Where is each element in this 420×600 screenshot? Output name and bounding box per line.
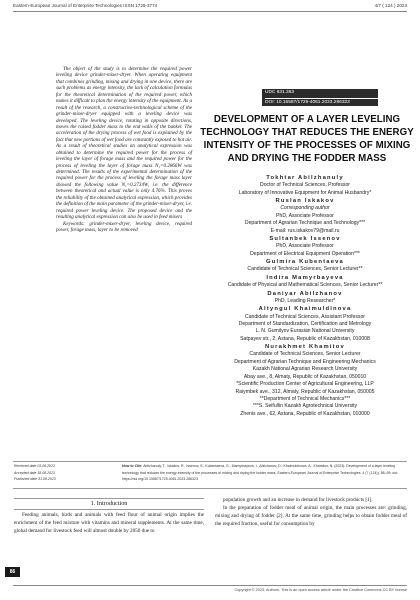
- author-affiliation-line: Department of Agrarian Technique and Technology***: [244, 220, 366, 227]
- info-divider-bottom: [13, 488, 407, 489]
- author-name: Gulmira Kubentaeva: [266, 259, 344, 266]
- author-affiliation-line: Candidate of Technical Sciences, Senior Lecturer**: [247, 266, 363, 273]
- info-divider-top: [13, 461, 407, 462]
- body-paragraph: In the preparation of fodder meal of animal origin, the main processes are: grinding, mixing and drying of fodder [2]. At the same time, grinding helps to obtain fodder meal of the required fraction, useful for consumption by: [215, 505, 407, 528]
- published-date: Published date 31.08.2023: [14, 477, 56, 481]
- author-affiliation-line: Satpayev str., 2, Astana, Republic of Kazakhstan, 010008: [240, 335, 370, 342]
- author-name: Ruslan Iskakov: [275, 198, 335, 205]
- author-affiliation-line: Raiymbek ave., 312, Almaty, Republic of Kazakhstan, 050005: [235, 388, 375, 395]
- author-affiliation-line: ***S. Seifullin Kazakh Agrotechnical University: [252, 403, 358, 410]
- footer-divider: [13, 585, 407, 586]
- author-affiliation-line: Doctor of Technical Sciences, Professor: [260, 182, 350, 189]
- author-affiliation-line: Laboratory of Innovative Equipment for Animal Husbandry*: [238, 189, 372, 196]
- author-list: [198, 174, 412, 418]
- article-title: DEVELOPMENT OF A LAYER LEVELING TECHNOLOGY THAT REDUCES THE ENERGY INTENSITY OF THE PROCESSES OF MIXING AND DRYING THE FODDER MASS: [200, 114, 414, 165]
- author-affiliation-line: Candidate of Technical Sciences, Assistant Professor: [245, 313, 365, 320]
- author-affiliation-line: Department of Standardization, Certification and Metrology: [238, 320, 372, 327]
- keywords: Keywords: grinder-mixer-dryer, leveling device, required power, forage mass, layer to be removed: [56, 220, 192, 233]
- section-rule-top: [14, 498, 204, 499]
- author-affiliation-line: Kazakh National Agrarian Research University: [252, 366, 358, 373]
- body-column-right: [215, 496, 407, 528]
- body-column-left: [14, 511, 204, 535]
- author-name: Daniyar Abilzhanov: [267, 290, 343, 297]
- author-name: Indira Mamyrbayeva: [266, 274, 344, 281]
- received-date: Received date 03.06.2023: [14, 464, 55, 468]
- author-name: Nurakhmet Khamitov: [265, 344, 345, 351]
- author-affiliation-line: Candidate of Technical Sciences, Senior Lecturer: [249, 351, 361, 358]
- author-affiliation-line: Department of Electrical Equipment Operation***: [250, 250, 360, 257]
- author-affiliation-line: Zhenis ave., 62, Astana, Republic of Kazakhstan, 010000: [240, 410, 370, 417]
- author-affiliation-line: **Department of Technical Mechanics***: [259, 395, 351, 402]
- cite-label: How to Cite:: [122, 464, 143, 468]
- how-to-cite: [122, 463, 406, 483]
- body-paragraph: Feeding animals, birds and animals with feed flour of animal origin implies the enrichment of the feed mixture with vitamins and mineral supplements. At the same time, global demand for livestock feed will almost double by 2050 due to: [14, 512, 204, 535]
- author-affiliation-line: PhD, Leading Researcher*: [274, 297, 336, 304]
- abstract: [56, 66, 192, 373]
- page-number: 86: [5, 567, 20, 577]
- license-footer: Copyright © 2023, Authors. This is an open access article under the Creative Commons CC BY license: [234, 588, 407, 592]
- abstract-text: The object of the study is to determine the required power leveling device grinder-mixer-dryer. When operating equipment that combines grinding, mixing and drying in one device, there are such problems as energy intensity, the lack of calculation formulas for the theoretical determination of the required power, which makes it difficult to plan the energy intensity of the equipment. As a result of the research, a constructive-technological scheme of the grinder-mixer-dryer equipped with a leveling device was developed. The leveling device, rotating in opposite directions, moves the raised fodder mass to the end walls of the bunker. The acceleration of the drying process of wet food is explained by the fact that new portions of wet food are constantly exposed to hot air. As a result of theoretical studies an analytical expression was obtained to determine the required power for the process of leveling the layer of forage mass and the required power for the process of leveling the layer of forage mass N₁=0.2866W was determined. The results of the experimental determination of the required power for the process of leveling the forage mass layer showed the following value N₁=0.2734W, i.e. the difference between theoretical and actual value is only 4.76%. This proves the reliability of the obtained analytical expression, which provides the definition of the main parameter of the grinder-mixer-dryer, i.e. required power leveling device. The proposed device and the resulting analytical expression can also be used in feed mixers: [56, 66, 192, 221]
- body-paragraph: population growth and an increase in demand for livestock products [1].: [223, 497, 373, 503]
- doi-link[interactable]: DOI: 10.15587/1729-4061.2023.286323: [265, 98, 378, 107]
- author-affiliation-line: PhD, Associate Professor: [276, 243, 334, 250]
- author-affiliation-line: Candidate of Physical and Mathematical Sciences, Senior Lecturer**: [227, 282, 383, 289]
- issue-number: 4/7 ( 124 ) 2023: [374, 3, 407, 8]
- author-affiliation-line: Abay ave., 8, Almaty, Republic of Kazakhstan, 050010: [243, 373, 367, 380]
- author-name: Sultanbek Issenov: [269, 236, 341, 243]
- section-rule-bottom: [14, 509, 204, 510]
- author-affiliation-line[interactable]: E-mail: rus.iskakov79@mail.ru: [270, 227, 340, 234]
- header-divider: [13, 11, 407, 12]
- author-name: Altyngul Khaimuldinova: [258, 306, 352, 313]
- udc-code: UDC 631.363: [265, 90, 295, 95]
- accepted-date: Accepted date 18.08.2023: [14, 470, 55, 475]
- cite-text: Abilzhanuly, T., Iskakov, R., Issenov, S., Kubentaeva, G., Mamyrbayeva, I., Abilzhanov, D., Khaimuldinova, A., Khamitov, N. (2023). Development of a layer leveling technology that reduces the energy intensity of the processes of mixing and drying the fodder mass. Eastern-European Journal of Enterprise Technologies, 4 (7 (124)), 86–95. doi: https://doi.org/10.15587/1729-4061.2023.286323: [122, 464, 399, 481]
- author-affiliation-line: Department of Agrarian Technique and Engineering Mechanics: [234, 358, 376, 365]
- author-affiliation-line: Corresponding author: [280, 205, 330, 212]
- article-dates: [14, 463, 106, 483]
- udc-doi-box: [262, 89, 378, 106]
- section-heading: 1. Introduction: [90, 500, 128, 507]
- author-affiliation-line: PhD, Associate Professor: [276, 212, 334, 219]
- running-head: [13, 3, 407, 8]
- author-affiliation-line: L. N. Gumilyov Eurasian National University: [255, 328, 355, 335]
- author-affiliation-line: *Scientific Production Center of Agricultural Engineering, LLP: [236, 381, 374, 388]
- journal-name: Eastern-European Journal of Enterprise Technologies ISSN 1729-3774: [13, 3, 158, 8]
- author-name: Tokhtar Abilzhanuly: [266, 175, 344, 181]
